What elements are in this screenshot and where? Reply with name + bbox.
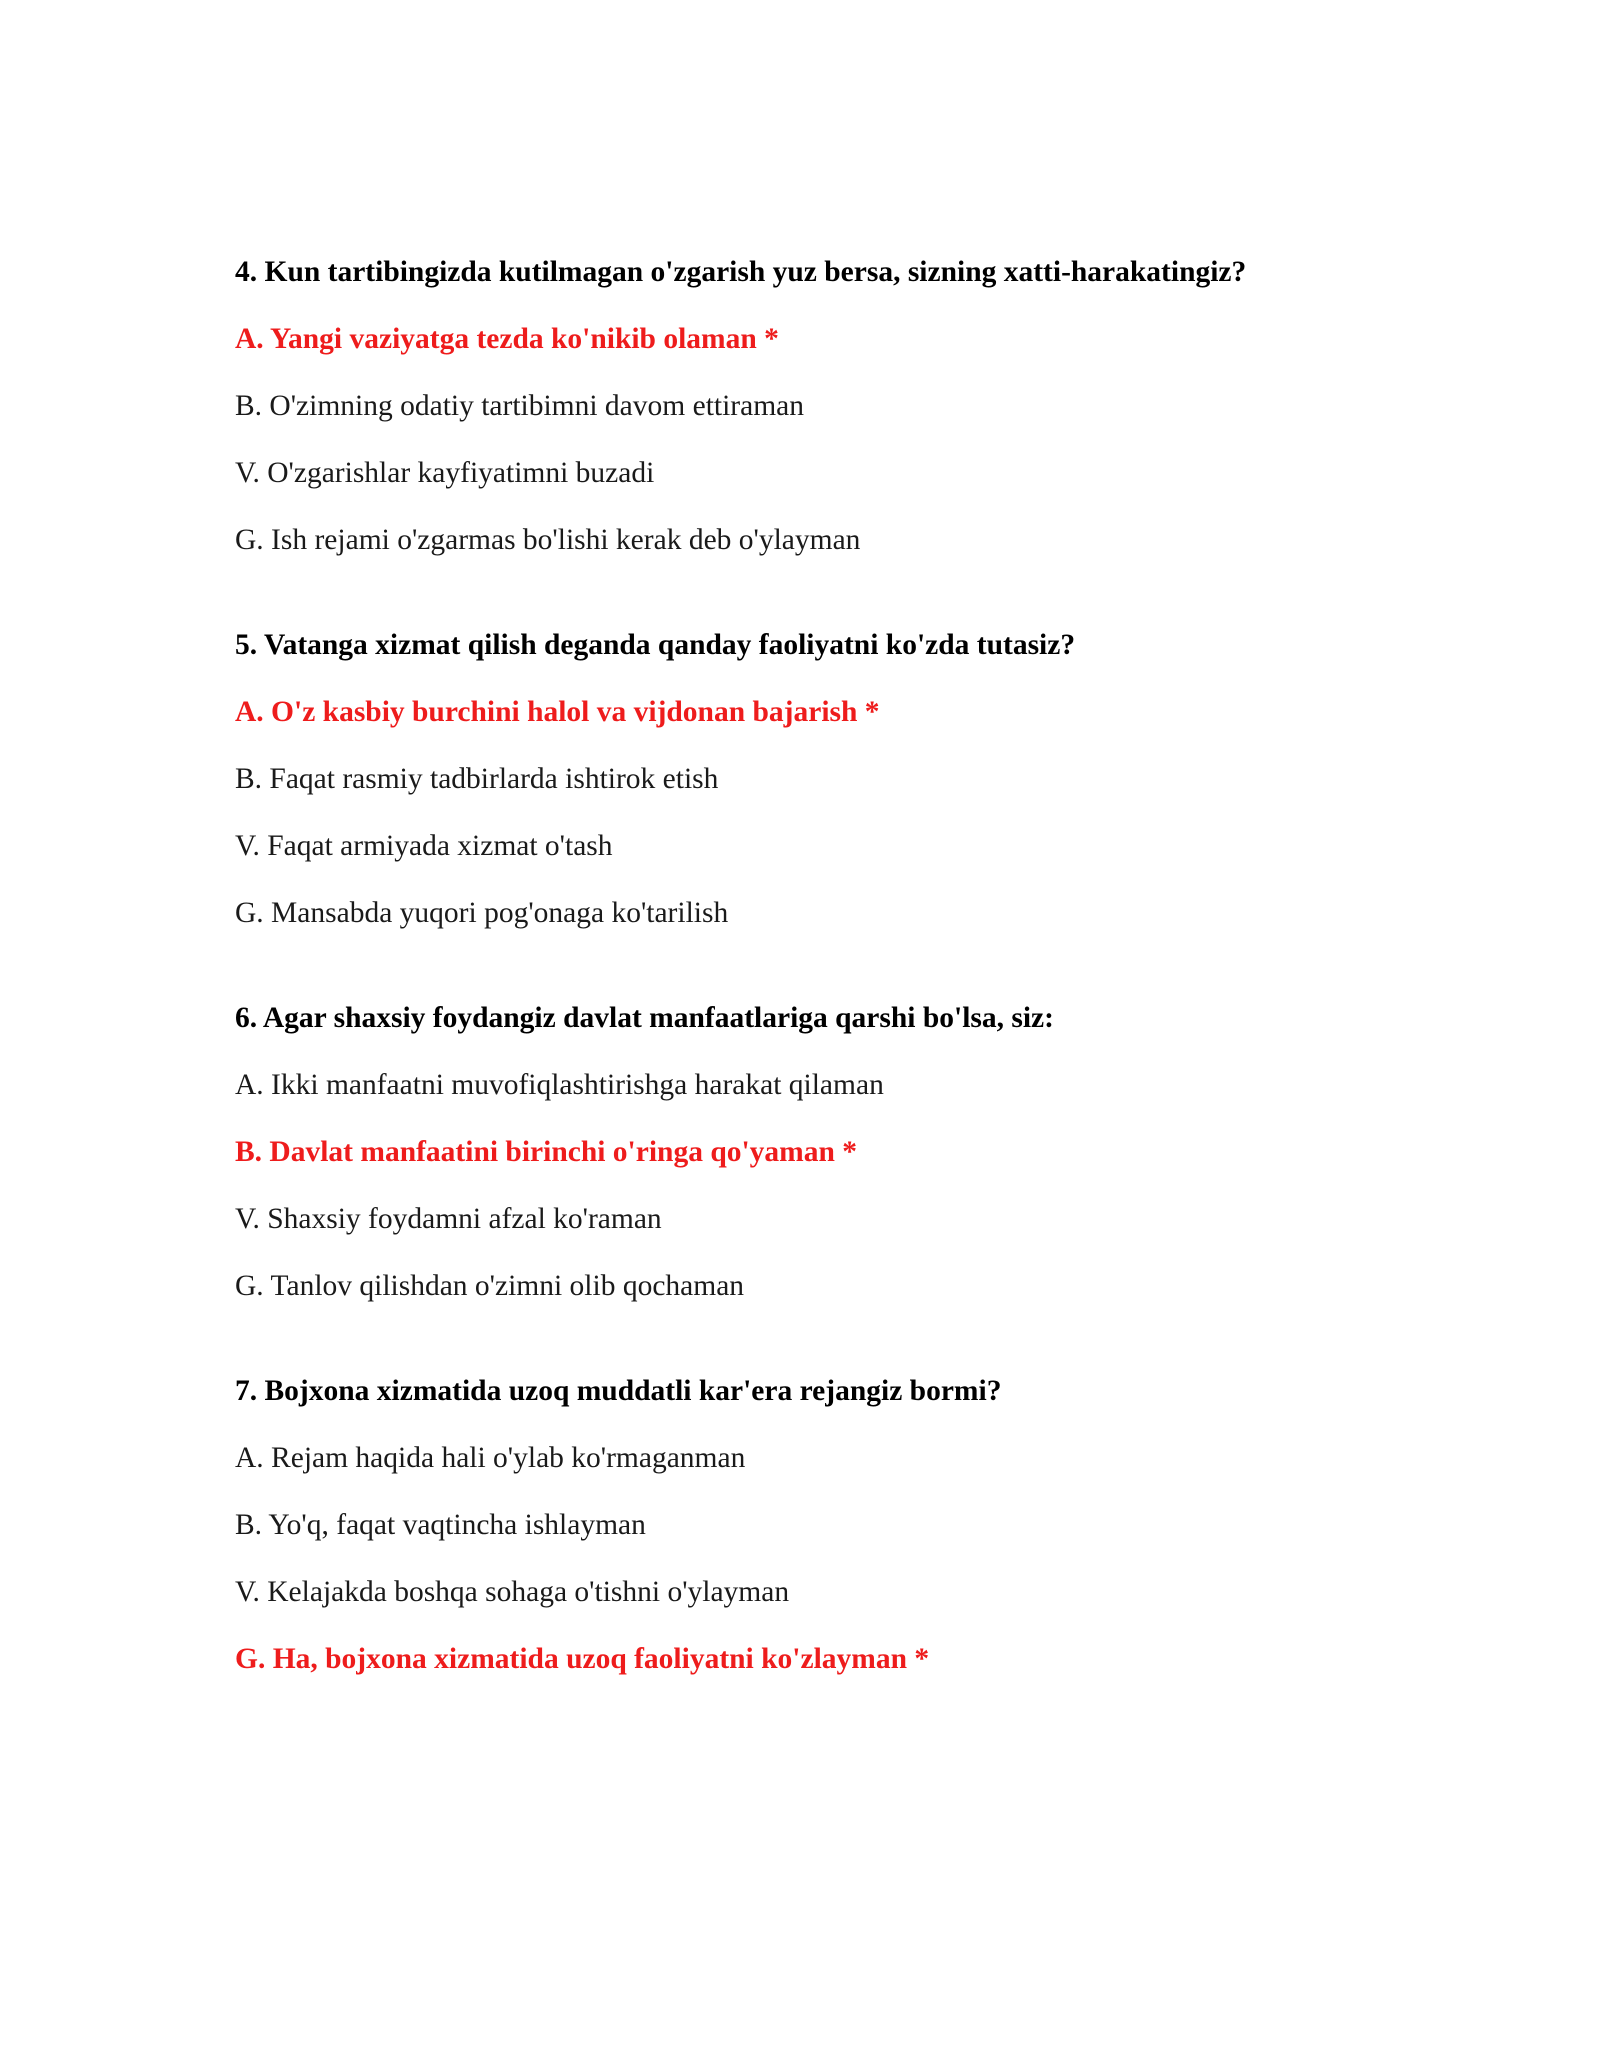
question-title: 6. Agar shaxsiy foydangiz davlat manfaatlariga qarshi bo'lsa, siz: [235,1002,1054,1034]
option: B. Yo'q, faqat vaqtincha ishlayman [235,1509,646,1541]
option-correct: A. O'z kasbiy burchini halol va vijdonan bajarish * [235,696,880,728]
question-title: 5. Vatanga xizmat qilish deganda qanday faoliyatni ko'zda tutasiz? [235,629,1076,661]
option: G. Tanlov qilishdan o'zimni olib qochaman [235,1270,745,1302]
option-correct: B. Davlat manfaatini birinchi o'ringa qo'yaman * [235,1136,858,1168]
question-block-5 [235,626,1435,932]
question-block-7 [235,1372,1435,1678]
option: V. Faqat armiyada xizmat o'tash [235,830,613,862]
option: G. Ish rejami o'zgarmas bo'lishi kerak deb o'ylayman [235,524,861,556]
option: V. O'zgarishlar kayfiyatimni buzadi [235,457,655,489]
option: V. Shaxsiy foydamni afzal ko'raman [235,1203,662,1235]
quiz-content [235,253,1435,1745]
option: G. Mansabda yuqori pog'onaga ko'tarilish [235,897,729,929]
option: B. Faqat rasmiy tadbirlarda ishtirok etish [235,763,719,795]
option: A. Ikki manfaatni muvofiqlashtirishga harakat qilaman [235,1069,884,1101]
option-correct: G. Ha, bojxona xizmatida uzoq faoliyatni ko'zlayman * [235,1643,930,1675]
question-block-6 [235,999,1435,1305]
option: B. O'zimning odatiy tartibimni davom ettiraman [235,390,804,422]
question-title: 4. Kun tartibingizda kutilmagan o'zgarish yuz bersa, sizning xatti-harakatingiz? [235,256,1247,288]
option-correct: A. Yangi vaziyatga tezda ko'nikib olaman * [235,323,779,355]
question-block-4 [235,253,1435,559]
option: V. Kelajakda boshqa sohaga o'tishni o'ylayman [235,1576,790,1608]
question-title: 7. Bojxona xizmatida uzoq muddatli kar'era rejangiz bormi? [235,1375,1002,1407]
option: A. Rejam haqida hali o'ylab ko'rmaganman [235,1442,746,1474]
